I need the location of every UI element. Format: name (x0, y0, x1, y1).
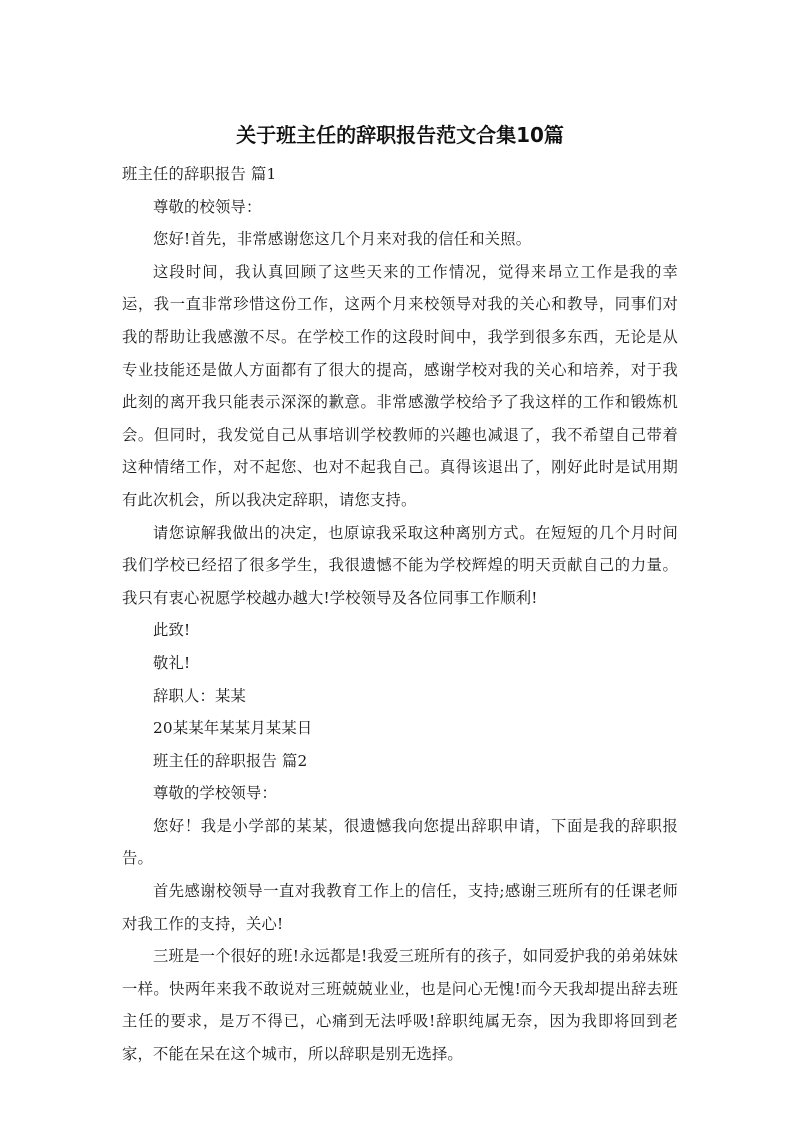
paragraph: 尊敬的学校领导： (153, 784, 277, 803)
paragraph: 敬礼! (153, 653, 191, 672)
paragraph: 辞职人：某某 (153, 686, 246, 705)
paragraph: 此致! (153, 621, 191, 640)
document-title: 关于班主任的辞职报告范文合集10篇 (236, 123, 564, 147)
paragraph: 首先感谢校领导一直对我教育工作上的信任，支持;感谢三班所有的任课老师对我工作的支持，关心! (122, 882, 678, 933)
paragraph: 三班是一个很好的班!永远都是!我爱三班所有的孩子，如同爱护我的弟弟妹妹一样。快两年来我不敢说对三班兢兢业业，也是问心无愧!而今天我却提出辞去班主任的要求，是万不得已，心痛到无法呼吸!辞职纯属无奈，因为我即将回到老家，不能在呆在这个城市，所以辞职是别无选择。 (122, 947, 678, 1064)
paragraph: 尊敬的校领导： (153, 197, 262, 216)
paragraph: 这段时间，我认真回顾了这些天来的工作情况，觉得来昂立工作是我的幸运，我一直非常珍惜这份工作，这两个月来校领导对我的关心和教导，同事们对我的帮助让我感激不尽。在学校工作的这段时间中，我学到很多东西，无论是从专业技能还是做人方面都有了很大的提高，感谢学校对我的关心和培养，对于我此刻的离开我只能表示深深的歉意。非常感激学校给予了我这样的工作和锻炼机会。但同时，我发觉自己从事培训学校教师的兴趣也减退了，我不希望自己带着这种情绪工作，对不起您、也对不起我自己。真得该退出了，刚好此时是试用期有此次机会，所以我决定辞职，请您支持。 (122, 262, 678, 509)
paragraph: 20某某年某某月某某日 (153, 719, 313, 738)
paragraph: 请您谅解我做出的决定，也原谅我采取这种离别方式。在短短的几个月时间我们学校已经招了很多学生，我很遗憾不能为学校辉煌的明天贡献自己的力量。我只有衷心祝愿学校越办越大!学校领导及各位同事工作顺利! (122, 523, 678, 607)
paragraph: 班主任的辞职报告 篇2 (153, 751, 308, 770)
document-body (122, 158, 678, 1071)
paragraph: 您好！我是小学部的某某，很遗憾我向您提出辞职申请，下面是我的辞职报告。 (122, 816, 678, 868)
paragraph: 您好!首先，非常感谢您这几个月来对我的信任和关照。 (153, 230, 532, 249)
paragraph: 班主任的辞职报告 篇1 (122, 165, 277, 183)
